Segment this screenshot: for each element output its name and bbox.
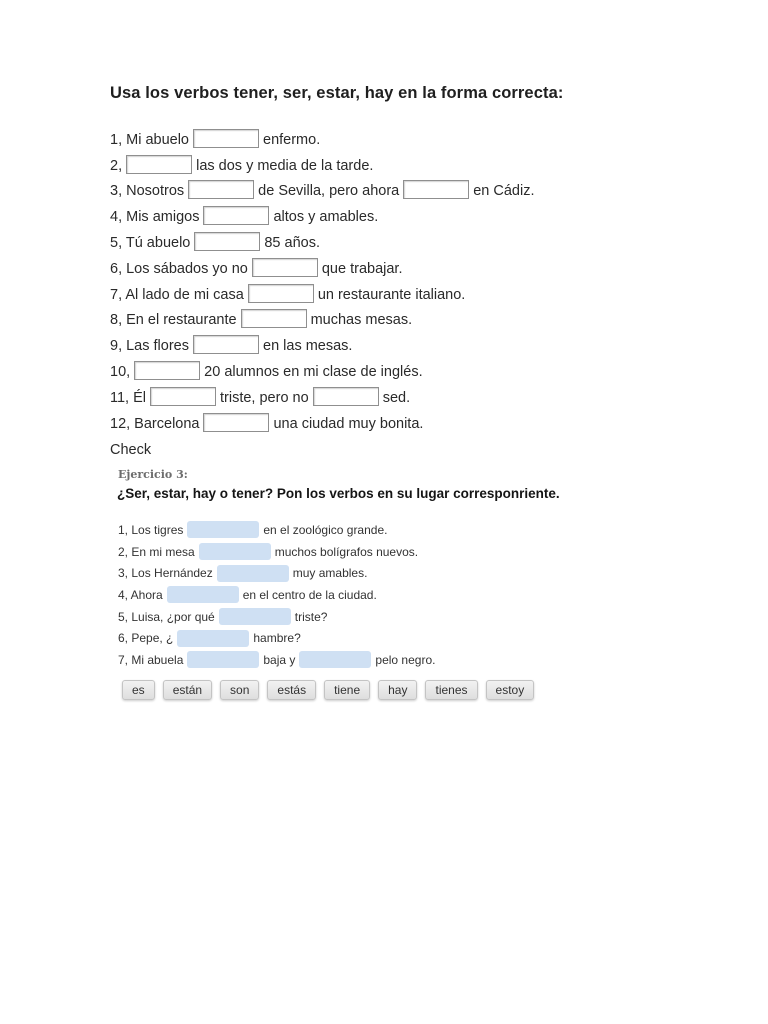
item-text: 5, Luisa, ¿por qué <box>118 609 215 624</box>
exercise-1-title: Usa los verbos tener, ser, estar, hay en la forma correcta: <box>110 84 564 102</box>
item-text: 3, Los Hernández <box>118 566 213 581</box>
item-text: que trabajar. <box>321 260 403 277</box>
drop-target[interactable] <box>199 543 271 560</box>
item-text: 85 años. <box>264 234 320 251</box>
item-text: 12, Barcelona <box>110 415 200 432</box>
item-text: baja y <box>263 652 296 667</box>
item-text: 7, Al lado de mi casa <box>110 286 244 303</box>
drop-target[interactable] <box>217 565 289 582</box>
item-text: 2, En mi mesa <box>118 544 195 559</box>
item-text: 1, Los tigres <box>118 522 184 537</box>
item-text: 10, <box>110 363 131 380</box>
exercise-1-item <box>110 356 535 382</box>
answer-input[interactable] <box>193 335 259 354</box>
drop-target[interactable] <box>299 651 371 668</box>
exercise-3-title: ¿Ser, estar, hay o tener? Pon los verbos en su lugar corresponriente. <box>117 486 560 501</box>
item-text: las dos y media de la tarde. <box>196 157 374 174</box>
item-text: hambre? <box>253 631 301 646</box>
answer-input[interactable] <box>203 413 269 432</box>
answer-input[interactable] <box>403 180 469 199</box>
item-text: en Cádiz. <box>473 183 535 200</box>
item-text: 1, Mi abuelo <box>110 131 189 148</box>
answer-input[interactable] <box>193 129 259 148</box>
item-text: 20 alumnos en mi clase de inglés. <box>204 363 423 380</box>
item-text: de Sevilla, pero ahora <box>258 183 400 200</box>
item-text: muchas mesas. <box>310 312 413 329</box>
item-text: en el zoológico grande. <box>263 522 388 537</box>
answer-input[interactable] <box>150 387 216 406</box>
exercise-1-item <box>110 330 535 356</box>
exercise-1-item <box>110 201 535 227</box>
word-chip[interactable]: hay <box>378 680 417 700</box>
item-text: enfermo. <box>263 131 321 148</box>
drop-target[interactable] <box>187 651 259 668</box>
exercise-3-item <box>118 627 435 649</box>
item-text: 8, En el restaurante <box>110 312 237 329</box>
exercise-3-item <box>118 606 435 628</box>
exercise-1-list <box>110 124 535 458</box>
item-text: 4, Ahora <box>118 587 163 602</box>
item-text: muy amables. <box>292 566 368 581</box>
word-chip[interactable]: estoy <box>486 680 535 700</box>
exercise-3-label: Ejercicio 3: <box>118 468 188 481</box>
exercise-1-item <box>110 305 535 331</box>
item-text: 6, Pepe, ¿ <box>118 631 174 646</box>
word-chip[interactable]: tienes <box>425 680 477 700</box>
answer-input[interactable] <box>252 258 318 277</box>
exercise-3-item <box>118 519 435 541</box>
answer-input[interactable] <box>188 180 254 199</box>
item-text: un restaurante italiano. <box>317 286 466 303</box>
word-chip[interactable]: tiene <box>324 680 370 700</box>
exercise-3-list <box>118 519 435 671</box>
item-text: 6, Los sábados yo no <box>110 260 248 277</box>
exercise-1-item <box>110 253 535 279</box>
item-text: 2, <box>110 157 123 174</box>
item-text: altos y amables. <box>273 209 379 226</box>
item-text: 7, Mi abuela <box>118 652 184 667</box>
exercise-3-item <box>118 584 435 606</box>
answer-input[interactable] <box>134 361 200 380</box>
check-button[interactable]: Check <box>110 441 152 458</box>
exercise-3-item <box>118 562 435 584</box>
word-chip[interactable]: es <box>122 680 155 700</box>
item-text: 5, Tú abuelo <box>110 234 191 251</box>
exercise-1-item <box>110 176 535 202</box>
item-text: en el centro de la ciudad. <box>242 587 377 602</box>
item-text: una ciudad muy bonita. <box>273 415 424 432</box>
drop-target[interactable] <box>167 586 239 603</box>
drop-target[interactable] <box>219 608 291 625</box>
item-text: pelo negro. <box>375 652 436 667</box>
drop-target[interactable] <box>177 630 249 647</box>
item-text: 3, Nosotros <box>110 183 185 200</box>
item-text: sed. <box>382 389 411 406</box>
exercise-1-item <box>110 227 535 253</box>
item-text: 9, Las flores <box>110 338 189 355</box>
answer-input[interactable] <box>313 387 379 406</box>
word-chip[interactable]: están <box>163 680 212 700</box>
answer-input[interactable] <box>241 309 307 328</box>
exercise-1-item <box>110 279 535 305</box>
exercise-3-item <box>118 541 435 563</box>
answer-input[interactable] <box>203 206 269 225</box>
item-text: 4, Mis amigos <box>110 209 200 226</box>
drop-target[interactable] <box>187 521 259 538</box>
exercise-1-item <box>110 150 535 176</box>
item-text: triste, pero no <box>220 389 309 406</box>
answer-input[interactable] <box>194 232 260 251</box>
answer-input[interactable] <box>126 155 192 174</box>
exercise-1-item <box>110 382 535 408</box>
item-text: 11, Él <box>110 389 147 406</box>
item-text: muchos bolígrafos nuevos. <box>274 544 419 559</box>
item-text: en las mesas. <box>263 338 353 355</box>
answer-input[interactable] <box>248 284 314 303</box>
item-text: triste? <box>294 609 328 624</box>
exercise-1-item <box>110 408 535 434</box>
word-chip[interactable]: estás <box>267 680 316 700</box>
exercise-3-item <box>118 649 435 671</box>
word-bank <box>122 680 534 700</box>
exercise-1-item <box>110 124 535 150</box>
word-chip[interactable]: son <box>220 680 259 700</box>
